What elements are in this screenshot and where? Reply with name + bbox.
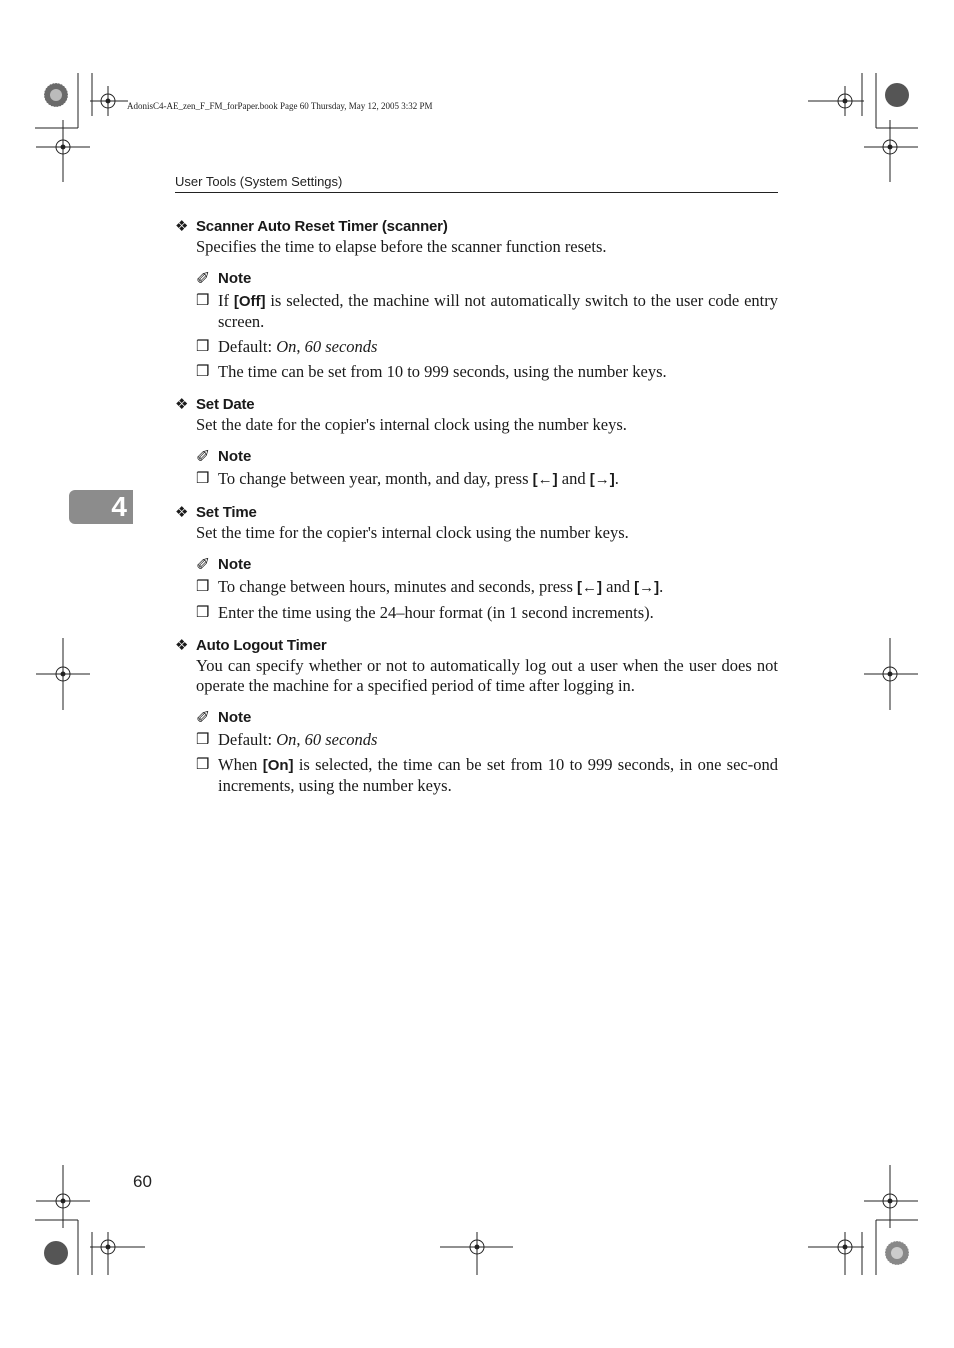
note-list: [196, 730, 778, 796]
list-item: ❒ When [On] is selected, the time can be set from 10 to 999 seconds, in one sec-ond increments, using the number keys.: [196, 755, 778, 795]
checkbox-icon: ❒: [196, 605, 210, 621]
checkbox-icon: ❒: [196, 293, 210, 309]
checkbox-icon: ❒: [196, 471, 210, 487]
checkbox-icon: ❒: [196, 339, 210, 355]
list-item: ❒ Enter the time using the 24–hour format (in 1 second increments).: [196, 603, 654, 622]
section-body: Specifies the time to elapse before the scanner function resets.: [196, 237, 607, 256]
pencil-icon: ✐: [196, 447, 211, 466]
key-label: [→]: [634, 579, 660, 596]
key-label: [On]: [262, 757, 294, 774]
note-heading: ✐ Note: [196, 555, 252, 574]
section-set-date: [175, 395, 778, 490]
list-item: ❒ The time can be set from 10 to 999 seconds, using the number keys.: [196, 362, 667, 381]
section-body: You can specify whether or not to automatically log out a user when the user does not operate the machine for a specified period of time after logging in.: [196, 656, 778, 695]
checkbox-icon: ❒: [196, 579, 210, 595]
pencil-icon: ✐: [196, 269, 211, 288]
section-title: ❖ Auto Logout Timer: [175, 637, 327, 654]
section-title: ❖ Scanner Auto Reset Timer (scanner): [175, 218, 448, 235]
key-label: [→]: [589, 471, 615, 488]
note-list: [196, 469, 778, 490]
checkbox-icon: ❒: [196, 364, 210, 380]
key-label: [←]: [532, 471, 558, 488]
note-heading: ✐ Note: [196, 708, 252, 727]
page-number: 60: [133, 1172, 152, 1191]
main-content: [175, 217, 778, 801]
diamond-bullet-icon: ❖: [175, 218, 189, 235]
chapter-number: 4: [111, 491, 127, 522]
list-item: ❒ Default: On, 60 seconds: [196, 730, 378, 749]
key-label: [Off]: [233, 293, 266, 310]
list-item: ❒ Default: On, 60 seconds: [196, 337, 378, 356]
checkbox-icon: ❒: [196, 732, 210, 748]
chapter-tab: [69, 490, 133, 524]
header-rule: [175, 192, 778, 193]
note-heading: ✐ Note: [196, 269, 252, 288]
diamond-bullet-icon: ❖: [175, 637, 189, 654]
section-title: ❖ Set Date: [175, 396, 255, 413]
pencil-icon: ✐: [196, 555, 211, 574]
key-label: [←]: [577, 579, 603, 596]
note-heading: ✐ Note: [196, 447, 252, 466]
checkbox-icon: ❒: [196, 757, 210, 773]
list-item: ❒ To change between hours, minutes and seconds, press [←] and [→].: [196, 577, 664, 596]
running-header: User Tools (System Settings): [175, 174, 343, 189]
section-set-time: [175, 503, 778, 623]
print-info-line: AdonisC4-AE_zen_F_FM_forPaper.book Page 60 Thursday, May 12, 2005 3:32 PM: [127, 101, 433, 111]
list-item: ❒ If [Off] is selected, the machine will not automatically switch to the user code entry screen.: [196, 291, 778, 331]
section-body: Set the date for the copier's internal clock using the number keys.: [196, 415, 627, 434]
section-body: Set the time for the copier's internal clock using the number keys.: [196, 523, 629, 542]
diamond-bullet-icon: ❖: [175, 504, 189, 521]
note-list: [196, 577, 778, 623]
list-item: ❒ To change between year, month, and day, press [←] and [→].: [196, 469, 619, 488]
section-scanner-auto-reset-timer: [175, 217, 778, 382]
note-list: [196, 291, 778, 382]
pencil-icon: ✐: [196, 708, 211, 727]
section-auto-logout-timer: [175, 636, 778, 796]
section-title: ❖ Set Time: [175, 504, 257, 521]
diamond-bullet-icon: ❖: [175, 396, 189, 413]
